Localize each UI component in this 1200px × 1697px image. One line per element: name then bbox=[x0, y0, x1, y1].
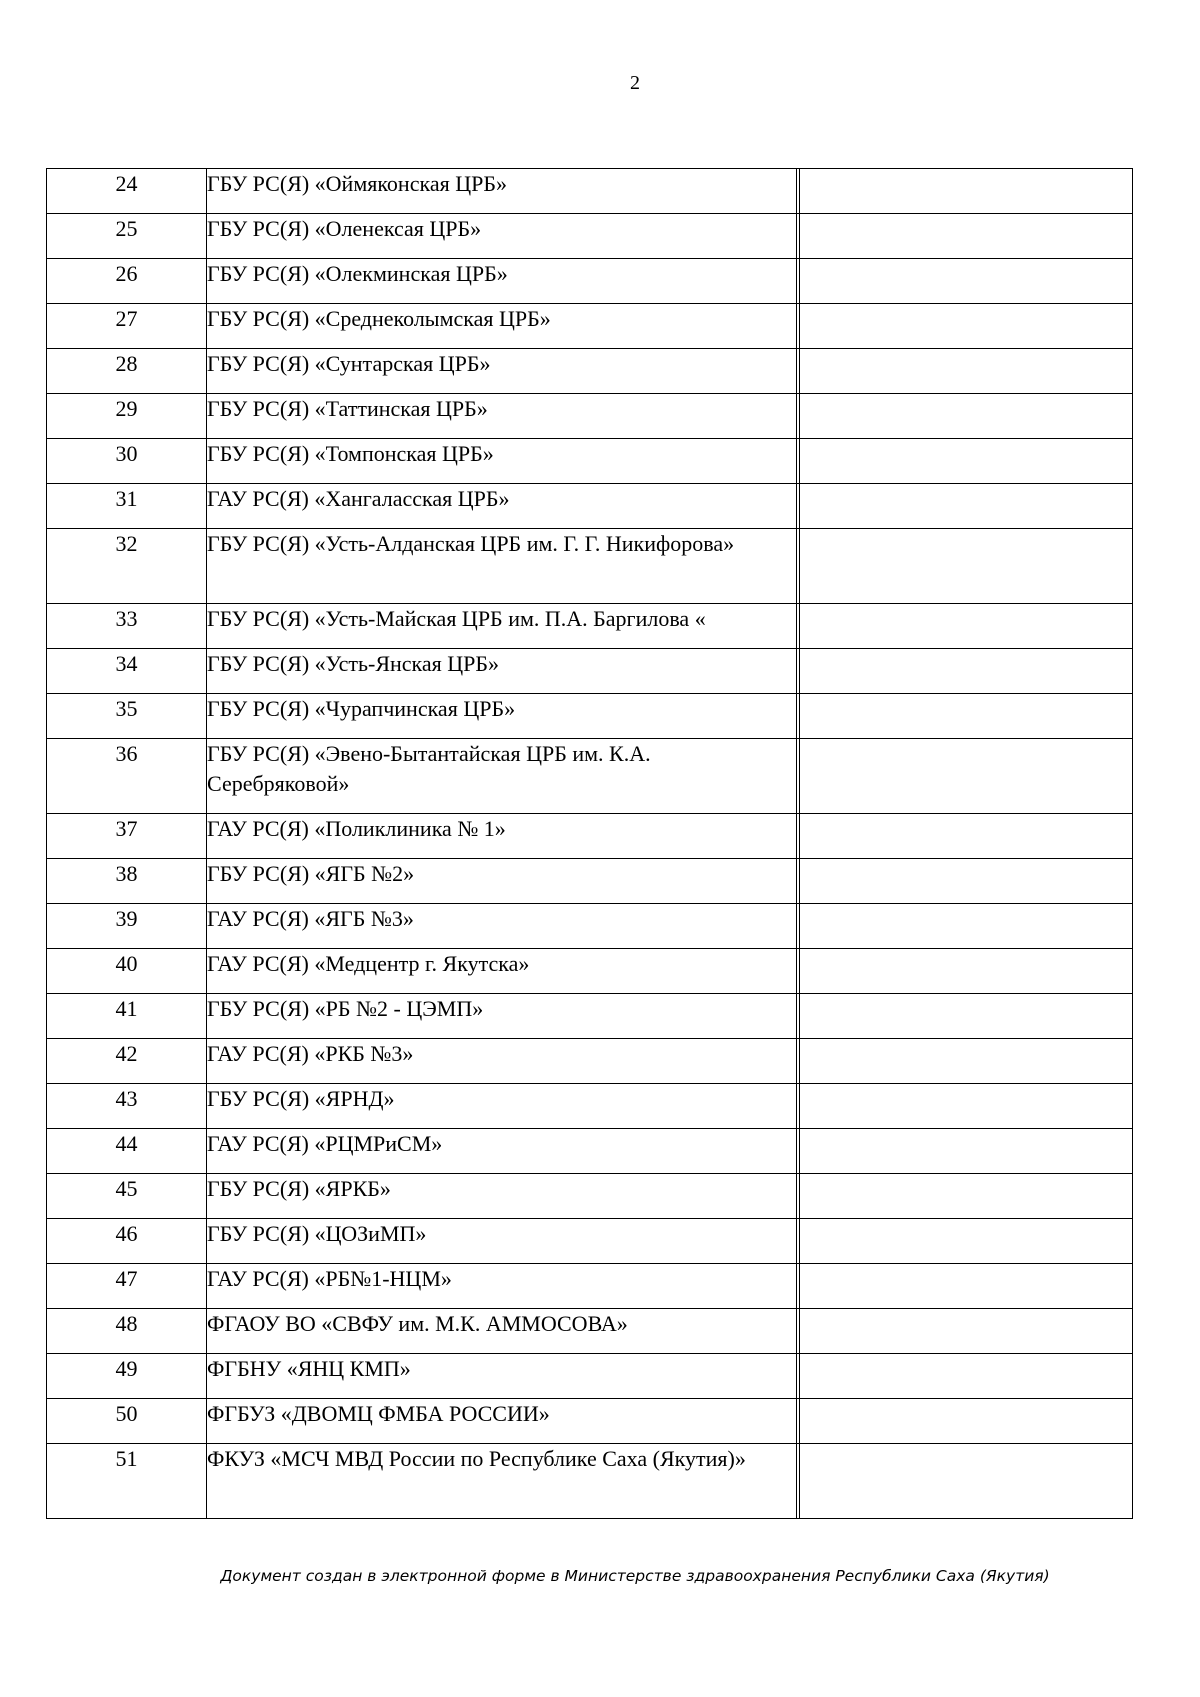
row-number: 34 bbox=[47, 649, 207, 694]
organization-name: ГБУ РС(Я) «Эвено-Бытантайская ЦРБ им. К.А. Серебряковой» bbox=[207, 739, 797, 814]
organization-name: ГБУ РС(Я) «Усть-Янская ЦРБ» bbox=[207, 649, 797, 694]
organization-name: ГБУ РС(Я) «Чурапчинская ЦРБ» bbox=[207, 694, 797, 739]
table-row bbox=[47, 649, 1133, 694]
organization-name: ГБУ РС(Я) «Оймяконская ЦРБ» bbox=[207, 169, 797, 214]
empty-cell bbox=[800, 1084, 1133, 1129]
row-number: 51 bbox=[47, 1444, 207, 1519]
organization-name: ГБУ РС(Я) «Оленексая ЦРБ» bbox=[207, 214, 797, 259]
row-number: 43 bbox=[47, 1084, 207, 1129]
organization-name: ГБУ РС(Я) «Олекминская ЦРБ» bbox=[207, 259, 797, 304]
table-row bbox=[47, 1399, 1133, 1444]
page-number: 2 bbox=[630, 72, 640, 94]
empty-cell bbox=[800, 1174, 1133, 1219]
row-number: 29 bbox=[47, 394, 207, 439]
empty-cell bbox=[800, 859, 1133, 904]
empty-cell bbox=[800, 1399, 1133, 1444]
table-row bbox=[47, 1129, 1133, 1174]
empty-cell bbox=[800, 694, 1133, 739]
organization-name: ГБУ РС(Я) «ЦОЗиМП» bbox=[207, 1219, 797, 1264]
empty-cell bbox=[800, 604, 1133, 649]
row-number: 41 bbox=[47, 994, 207, 1039]
table-row bbox=[47, 1039, 1133, 1084]
organization-name: ГБУ РС(Я) «Среднеколымская ЦРБ» bbox=[207, 304, 797, 349]
empty-cell bbox=[800, 1039, 1133, 1084]
organization-name: ГБУ РС(Я) «Томпонская ЦРБ» bbox=[207, 439, 797, 484]
row-number: 28 bbox=[47, 349, 207, 394]
empty-cell bbox=[800, 1444, 1133, 1519]
organization-name: ГБУ РС(Я) «Таттинская ЦРБ» bbox=[207, 394, 797, 439]
table-row bbox=[47, 994, 1133, 1039]
organization-name: ГБУ РС(Я) «Усть-Алданская ЦРБ им. Г. Г. Никифорова» bbox=[207, 529, 797, 604]
organization-name: ГБУ РС(Я) «Усть-Майская ЦРБ им. П.А. Баргилова « bbox=[207, 604, 797, 649]
table-row bbox=[47, 604, 1133, 649]
table-row bbox=[47, 1084, 1133, 1129]
row-number: 50 bbox=[47, 1399, 207, 1444]
row-number: 48 bbox=[47, 1309, 207, 1354]
empty-cell bbox=[800, 349, 1133, 394]
organizations-table bbox=[46, 168, 1133, 1519]
empty-cell bbox=[800, 949, 1133, 994]
table-row bbox=[47, 1174, 1133, 1219]
empty-cell bbox=[800, 529, 1133, 604]
table-row bbox=[47, 1309, 1133, 1354]
organization-name: ГАУ РС(Я) «Медцентр г. Якутска» bbox=[207, 949, 797, 994]
table-row bbox=[47, 439, 1133, 484]
table-row bbox=[47, 349, 1133, 394]
table-row bbox=[47, 739, 1133, 814]
row-number: 42 bbox=[47, 1039, 207, 1084]
empty-cell bbox=[800, 1264, 1133, 1309]
empty-cell bbox=[800, 814, 1133, 859]
row-number: 35 bbox=[47, 694, 207, 739]
table-row bbox=[47, 214, 1133, 259]
row-number: 30 bbox=[47, 439, 207, 484]
empty-cell bbox=[800, 304, 1133, 349]
table-row bbox=[47, 814, 1133, 859]
empty-cell bbox=[800, 1309, 1133, 1354]
table-row bbox=[47, 694, 1133, 739]
row-number: 47 bbox=[47, 1264, 207, 1309]
table-row bbox=[47, 1444, 1133, 1519]
empty-cell bbox=[800, 214, 1133, 259]
row-number: 39 bbox=[47, 904, 207, 949]
row-number: 46 bbox=[47, 1219, 207, 1264]
organization-name: ФГБУЗ «ДВОМЦ ФМБА РОССИИ» bbox=[207, 1399, 797, 1444]
empty-cell bbox=[800, 259, 1133, 304]
row-number: 44 bbox=[47, 1129, 207, 1174]
organization-name: ФГАОУ ВО «СВФУ им. М.К. АММОСОВА» bbox=[207, 1309, 797, 1354]
row-number: 36 bbox=[47, 739, 207, 814]
row-number: 31 bbox=[47, 484, 207, 529]
table-body bbox=[47, 169, 1133, 1519]
row-number: 27 bbox=[47, 304, 207, 349]
table-row bbox=[47, 394, 1133, 439]
row-number: 45 bbox=[47, 1174, 207, 1219]
empty-cell bbox=[800, 394, 1133, 439]
table-row bbox=[47, 1219, 1133, 1264]
organization-name: ГАУ РС(Я) «Поликлиника № 1» bbox=[207, 814, 797, 859]
row-number: 38 bbox=[47, 859, 207, 904]
organization-name: ГАУ РС(Я) «РКБ №3» bbox=[207, 1039, 797, 1084]
empty-cell bbox=[800, 484, 1133, 529]
table-row bbox=[47, 1264, 1133, 1309]
row-number: 49 bbox=[47, 1354, 207, 1399]
table-row bbox=[47, 304, 1133, 349]
organization-name: ГБУ РС(Я) «ЯРКБ» bbox=[207, 1174, 797, 1219]
empty-cell bbox=[800, 1219, 1133, 1264]
row-number: 33 bbox=[47, 604, 207, 649]
organization-name: ГБУ РС(Я) «РБ №2 - ЦЭМП» bbox=[207, 994, 797, 1039]
empty-cell bbox=[800, 169, 1133, 214]
empty-cell bbox=[800, 994, 1133, 1039]
organization-name: ФГБНУ «ЯНЦ КМП» bbox=[207, 1354, 797, 1399]
organization-name: ГАУ РС(Я) «РБ№1-НЦМ» bbox=[207, 1264, 797, 1309]
table-row bbox=[47, 949, 1133, 994]
row-number: 40 bbox=[47, 949, 207, 994]
organization-name: ГБУ РС(Я) «ЯРНД» bbox=[207, 1084, 797, 1129]
empty-cell bbox=[800, 739, 1133, 814]
table-row bbox=[47, 1354, 1133, 1399]
empty-cell bbox=[800, 904, 1133, 949]
row-number: 32 bbox=[47, 529, 207, 604]
organization-name: ГАУ РС(Я) «РЦМРиСМ» bbox=[207, 1129, 797, 1174]
row-number: 25 bbox=[47, 214, 207, 259]
table-row bbox=[47, 529, 1133, 604]
table-row bbox=[47, 859, 1133, 904]
organization-name: ФКУЗ «МСЧ МВД России по Республике Саха (Якутия)» bbox=[207, 1444, 797, 1519]
empty-cell bbox=[800, 1129, 1133, 1174]
table-row bbox=[47, 904, 1133, 949]
organization-name: ГБУ РС(Я) «ЯГБ №2» bbox=[207, 859, 797, 904]
organization-name: ГБУ РС(Я) «Сунтарская ЦРБ» bbox=[207, 349, 797, 394]
table-row bbox=[47, 169, 1133, 214]
row-number: 26 bbox=[47, 259, 207, 304]
empty-cell bbox=[800, 649, 1133, 694]
table-row bbox=[47, 484, 1133, 529]
table-row bbox=[47, 259, 1133, 304]
empty-cell bbox=[800, 1354, 1133, 1399]
organization-name: ГАУ РС(Я) «Хангаласская ЦРБ» bbox=[207, 484, 797, 529]
row-number: 37 bbox=[47, 814, 207, 859]
footer-note: Документ создан в электронной форме в Министерстве здравоохранения Республики Саха (Якутия) bbox=[220, 1567, 1050, 1585]
empty-cell bbox=[800, 439, 1133, 484]
row-number: 24 bbox=[47, 169, 207, 214]
organization-name: ГАУ РС(Я) «ЯГБ №3» bbox=[207, 904, 797, 949]
